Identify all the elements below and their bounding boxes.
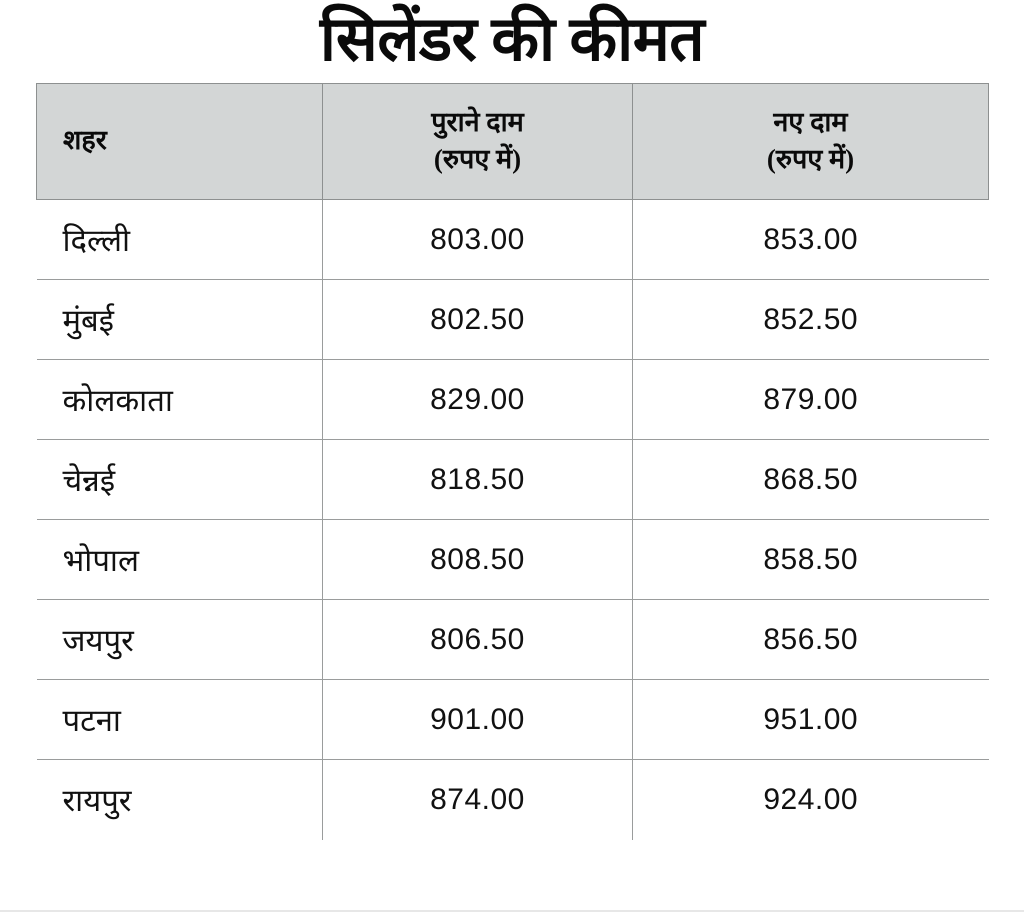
column-header-old-price-line1: पुराने दाम [431, 107, 524, 138]
cell-new-price: 852.50 [633, 280, 989, 360]
cell-old-price: 874.00 [323, 760, 633, 840]
table-body [37, 200, 989, 840]
cell-new-price: 924.00 [633, 760, 989, 840]
column-header-old-price [323, 84, 633, 200]
cell-old-price: 808.50 [323, 520, 633, 600]
cell-new-price: 853.00 [633, 200, 989, 280]
cell-new-price: 858.50 [633, 520, 989, 600]
cell-old-price: 803.00 [323, 200, 633, 280]
cell-city: जयपुर [37, 600, 323, 680]
table-container [36, 83, 988, 840]
column-header-city: शहर [37, 84, 323, 200]
column-header-new-price-line1: नए दाम [773, 107, 848, 138]
column-header-new-price [633, 84, 989, 200]
cell-city: पटना [37, 680, 323, 760]
cylinder-price-table [36, 83, 989, 840]
column-header-new-price-line2: (रुपए में) [766, 143, 855, 174]
cell-old-price: 818.50 [323, 440, 633, 520]
cell-new-price: 951.00 [633, 680, 989, 760]
cell-new-price: 868.50 [633, 440, 989, 520]
cell-new-price: 879.00 [633, 360, 989, 440]
cell-city: कोलकाता [37, 360, 323, 440]
column-header-old-price-line2: (रुपए में) [433, 143, 522, 174]
cell-city: चेन्नई [37, 440, 323, 520]
table-row [37, 280, 989, 360]
cell-old-price: 806.50 [323, 600, 633, 680]
table-row [37, 760, 989, 840]
cell-old-price: 901.00 [323, 680, 633, 760]
bottom-divider [0, 910, 1024, 912]
cell-old-price: 829.00 [323, 360, 633, 440]
table-header-row [37, 84, 989, 200]
cell-city: रायपुर [37, 760, 323, 840]
cell-city: भोपाल [37, 520, 323, 600]
page-title: सिलेंडर की कीमत [319, 6, 705, 74]
table-row [37, 600, 989, 680]
table-row [37, 360, 989, 440]
table-header [37, 84, 989, 200]
table-row [37, 200, 989, 280]
cell-new-price: 856.50 [633, 600, 989, 680]
cell-city: मुंबई [37, 280, 323, 360]
table-row [37, 680, 989, 760]
table-row [37, 520, 989, 600]
cell-old-price: 802.50 [323, 280, 633, 360]
table-row [37, 440, 989, 520]
cell-city: दिल्ली [37, 200, 323, 280]
